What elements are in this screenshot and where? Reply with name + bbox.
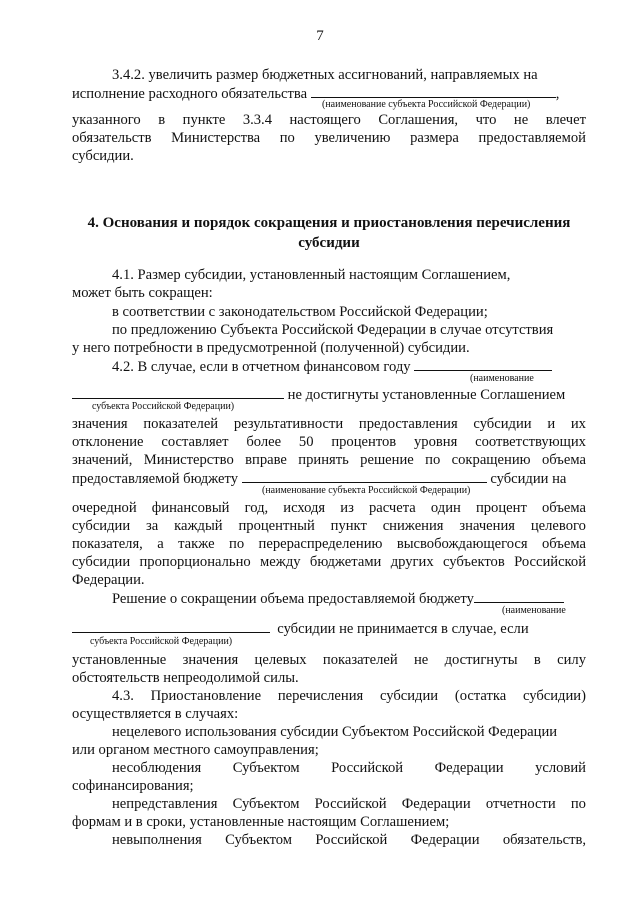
word: а xyxy=(157,536,164,552)
word: отчетности xyxy=(485,796,556,812)
word: процентный xyxy=(238,518,315,534)
word: каждый xyxy=(174,518,223,534)
word: других xyxy=(390,554,434,570)
word: сокращению xyxy=(451,452,531,468)
word: соответствующих xyxy=(475,434,586,450)
text-fragment: субсидии не принимается в случае, если xyxy=(277,621,529,637)
word: перечисления xyxy=(277,688,364,704)
word: объема xyxy=(541,536,586,552)
word: год, xyxy=(244,500,269,516)
word: по xyxy=(425,452,441,468)
text-fragment: предоставляемой бюджету xyxy=(72,471,239,487)
word: значения xyxy=(459,518,515,534)
word: пункт xyxy=(330,518,367,534)
clause-4-1-line-2: может быть сокращен: xyxy=(72,285,213,301)
word: невыполнения xyxy=(112,832,202,848)
word: по xyxy=(570,796,586,812)
word: принять xyxy=(298,452,349,468)
word: Федерации xyxy=(410,832,480,848)
section-4-heading-line-1: 4. Основания и порядок сокращения и приостановления перечисления xyxy=(87,215,571,231)
word: один xyxy=(430,500,461,516)
clause-3-4-2-line-5: субсидии. xyxy=(72,148,134,164)
word: Министерство xyxy=(143,452,234,468)
blank-line-subject xyxy=(72,619,270,633)
word: также xyxy=(178,536,215,552)
clause-4-2-line-5 xyxy=(72,451,586,469)
word: 4.3. xyxy=(112,688,134,704)
clause-4-2-line-3 xyxy=(72,415,586,433)
caption-subject-name: (наименование субъекта Российской Федерации) xyxy=(322,99,531,110)
word: отклонение xyxy=(72,434,144,450)
word: перераспределению xyxy=(258,536,383,552)
word: пункте xyxy=(182,112,226,128)
word: значений, xyxy=(72,452,133,468)
word: субсидии) xyxy=(522,688,586,704)
word: снижения xyxy=(382,518,444,534)
word: значения xyxy=(72,416,128,432)
word: объема xyxy=(541,452,586,468)
word: Субъектом xyxy=(225,832,293,848)
clause-4-3-line-4: или органом местного самоуправления; xyxy=(72,742,319,758)
clause-4-1-line-3: в соответствии с законодательством Российской Федерации; xyxy=(112,304,488,320)
word: несоблюдения xyxy=(112,760,202,776)
clause-4-2-line-15: обстоятельств непреодолимой силы. xyxy=(72,670,299,686)
word: не xyxy=(513,112,529,128)
word: субсидии xyxy=(473,416,532,432)
word: влечет xyxy=(545,112,586,128)
word: настоящего xyxy=(289,112,361,128)
clause-4-1-line-4: по предложению Субъекта Российской Федерации в случае отсутствия xyxy=(112,322,554,338)
word: обязательств xyxy=(72,130,152,146)
word: Субъектом xyxy=(232,796,300,812)
word: (остатка xyxy=(454,688,507,704)
word: Соглашения, xyxy=(378,112,459,128)
caption-subject: субъекта Российской Федерации) xyxy=(92,401,235,412)
section-4-heading-line-2: субсидии xyxy=(298,235,360,251)
word: Российской xyxy=(331,760,404,776)
clause-4-2-line-14 xyxy=(72,651,586,669)
clause-4-3-line-5 xyxy=(112,759,586,777)
word: субсидии xyxy=(72,554,131,570)
blank-line-subject xyxy=(474,589,564,603)
word: объема xyxy=(541,500,586,516)
clause-4-2-line-7 xyxy=(72,499,586,517)
word: значения xyxy=(182,652,239,668)
word: бюджетами xyxy=(309,554,382,570)
clause-4-2-line-9 xyxy=(72,535,586,553)
word: что xyxy=(475,112,497,128)
clause-4-2-line-8 xyxy=(72,517,586,535)
word: целевых xyxy=(254,652,307,668)
word: предоставляемой xyxy=(478,130,586,146)
clause-3-4-2-line-4 xyxy=(72,129,586,147)
word: более xyxy=(246,434,282,450)
word: уровня xyxy=(413,434,458,450)
word: обязательств, xyxy=(502,832,586,848)
clause-4-2-line-10 xyxy=(72,553,586,571)
clause-4-3-line-6: софинансирования; xyxy=(72,778,194,794)
word: показателей xyxy=(143,416,219,432)
word: их xyxy=(570,416,586,432)
word: высвобождающегося xyxy=(396,536,528,552)
word: в xyxy=(158,112,166,128)
clause-4-2-line-11: Федерации. xyxy=(72,572,145,588)
clause-3-4-2-line-3 xyxy=(72,111,586,129)
page-number: 7 xyxy=(316,28,324,44)
blank-line-subject xyxy=(242,469,487,483)
clause-4-1-line-5: у него потребности в предусмотренной (полученной) субсидии. xyxy=(72,340,470,356)
caption-name: (наименование xyxy=(470,373,534,384)
word: показателя, xyxy=(72,536,143,552)
word: не xyxy=(413,652,429,668)
word: результативности xyxy=(233,416,344,432)
text-fragment: субсидии на xyxy=(490,471,567,487)
word: Российской xyxy=(314,796,387,812)
word: из xyxy=(340,500,354,516)
word: расчета xyxy=(368,500,416,516)
word: размера xyxy=(410,130,459,146)
clause-4-3-line-2: осуществляется в случаях: xyxy=(72,706,239,722)
word: Российской xyxy=(514,554,586,570)
word: в xyxy=(533,652,541,668)
word: исходя xyxy=(283,500,326,516)
word: составляет xyxy=(161,434,229,450)
word: по xyxy=(229,536,245,552)
caption-subject: субъекта Российской Федерации) xyxy=(90,636,233,647)
clause-4-3-line-9 xyxy=(112,831,586,849)
word: целевого xyxy=(530,518,586,534)
caption-name: (наименование xyxy=(502,605,566,616)
caption-subject-name: (наименование субъекта Российской Федерации) xyxy=(262,485,471,496)
word: субсидии xyxy=(379,688,439,704)
clause-4-3-line-8: формам и в сроки, установленные настоящим Соглашением; xyxy=(72,814,450,830)
word: непредставления xyxy=(112,796,218,812)
word: пропорционально xyxy=(139,554,251,570)
text-fragment: , xyxy=(555,86,560,102)
word: решение xyxy=(360,452,414,468)
word: субъектов xyxy=(442,554,505,570)
word: условий xyxy=(535,760,586,776)
word: 50 xyxy=(298,434,314,450)
word: финансовый xyxy=(151,500,230,516)
text-fragment: не достигнуты установленные Соглашением xyxy=(287,387,566,403)
word: Федерации xyxy=(434,760,504,776)
word: увеличению xyxy=(314,130,391,146)
word: Приостановление xyxy=(150,688,262,704)
blank-line-subject xyxy=(414,357,552,371)
word: 3.3.4 xyxy=(242,112,272,128)
word: Субъектом xyxy=(232,760,300,776)
word: Российской xyxy=(315,832,388,848)
word: показателей xyxy=(322,652,398,668)
text-fragment: исполнение расходного обязательства xyxy=(72,86,308,102)
word: установленные xyxy=(72,652,167,668)
word: процентов xyxy=(331,434,397,450)
word: процент xyxy=(475,500,527,516)
blank-line-subject xyxy=(311,84,556,98)
word: вправе xyxy=(245,452,287,468)
clause-4-3-line-7 xyxy=(112,795,586,813)
blank-line-subject xyxy=(72,385,284,399)
word: и xyxy=(547,416,556,432)
word: достигнуты xyxy=(444,652,518,668)
word: субсидии xyxy=(72,518,131,534)
clause-4-3-line-3: нецелевого использования субсидии Субъектом Российской Федерации xyxy=(112,724,558,740)
word: Министерства xyxy=(171,130,261,146)
text-fragment: Решение о сокращении объема предоставляемой бюджету xyxy=(112,591,474,607)
clause-4-1-line-1: 4.1. Размер субсидии, установленный настоящим Соглашением, xyxy=(112,267,511,283)
word: между xyxy=(260,554,301,570)
word: силу xyxy=(557,652,586,668)
word: предоставления xyxy=(358,416,458,432)
clause-4-3-line-1 xyxy=(112,687,586,705)
text-fragment: 4.2. В случае, если в отчетном финансовом году xyxy=(112,359,411,375)
word: по xyxy=(279,130,295,146)
clause-3-4-2-line-1: 3.4.2. увеличить размер бюджетных ассигнований, направляемых на xyxy=(112,67,538,83)
word: за xyxy=(146,518,159,534)
clause-4-2-line-4 xyxy=(72,433,586,451)
word: очередной xyxy=(72,500,137,516)
word: указанного xyxy=(72,112,141,128)
word: Федерации xyxy=(401,796,471,812)
